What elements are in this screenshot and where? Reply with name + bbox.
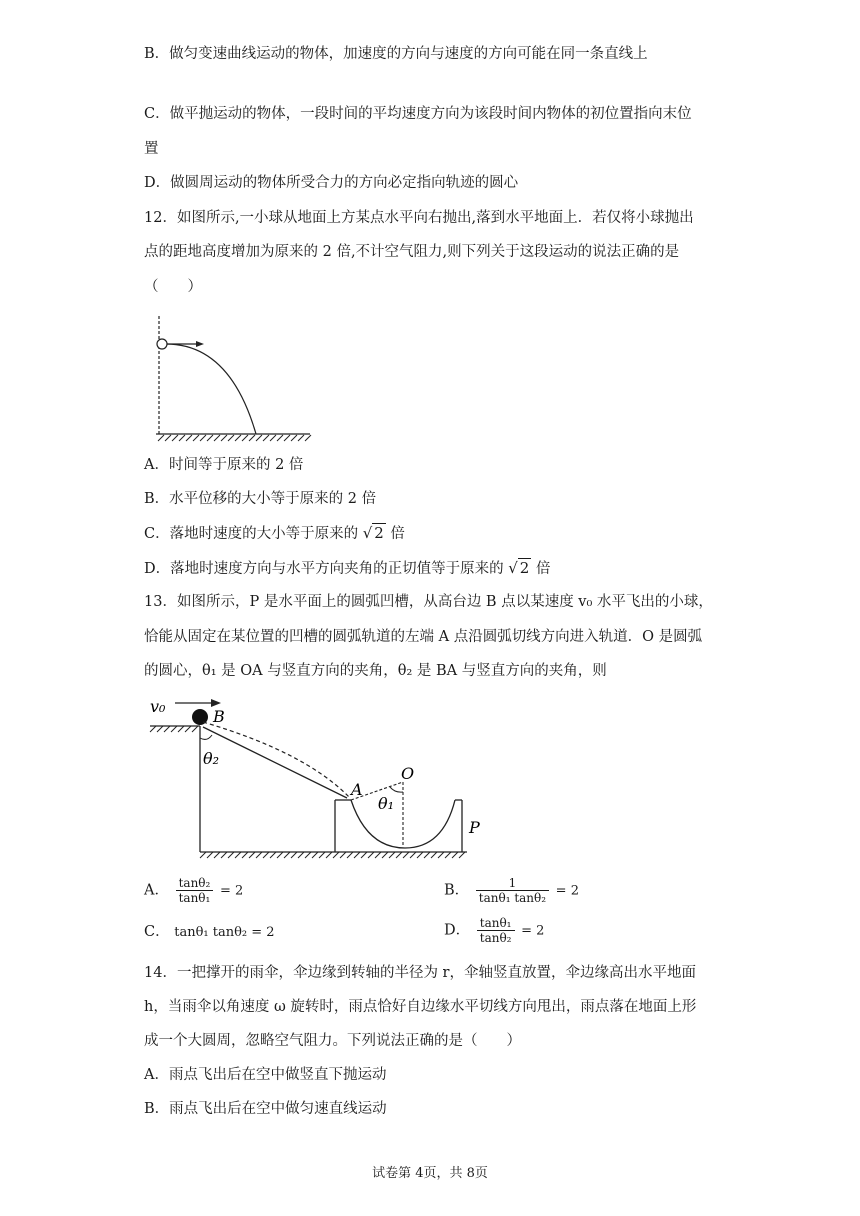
q13-option-b: B． $\frac{1}{\text{tanθ₁ tanθ₂}}$ = 2 [444, 876, 579, 905]
q13-stem-line3: 的圆心，θ₁ 是 OA 与竖直方向的夹角，θ₂ 是 BA 与竖直方向的夹角，则 [144, 663, 607, 679]
sqrt-two: √ 2 [362, 524, 384, 542]
q11-option-d: D．做圆周运动的物体所受合力的方向必定指向轨迹的圆心 [144, 175, 519, 191]
theta2-label: θ₂ [203, 749, 220, 768]
point-a-label: A [351, 780, 363, 799]
page-footer: 试卷第 4页，共 8页 [372, 1166, 488, 1181]
q14-stem-line1: 14．一把撑开的雨伞，伞边缘到转轴的半径为 r，伞轴竖直放置，伞边缘高出水平地面 [144, 965, 696, 981]
q11-option-b: B．做匀变速曲线运动的物体，加速度的方向与速度的方向可能在同一条直线上 [144, 46, 648, 62]
q13-option-a: A． $\frac{\text{tanθ₂}}{\text{tanθ₁}}$ = 2 [144, 876, 244, 905]
q13-option-c: C． tanθ₁ tanθ₂ = 2 [144, 924, 275, 940]
q14-option-a: A．雨点飞出后在空中做竖直下抛运动 [144, 1067, 387, 1083]
q11-option-c-line1: C．做平抛运动的物体，一段时间的平均速度方向为该段时间内物体的初位置指向末位 [144, 106, 692, 122]
groove-p-label: P [469, 818, 480, 837]
q14-stem-line3: 成一个大圆周，忽略空气阻力。下列说法正确的是（ ） [144, 1033, 521, 1049]
q12-option-a: A．时间等于原来的 2 倍 [144, 457, 304, 473]
q13-option-d: D． $\frac{\text{tanθ₁}}{\text{tanθ₂}}$ = 2 [444, 916, 545, 945]
q14-stem-line2: h，当雨伞以角速度 ω 旋转时，雨点恰好自边缘水平切线方向甩出，雨点落在地面上形 [144, 999, 697, 1015]
q12-projectile-figure [150, 310, 320, 445]
q12-answer-blank: （ ） [144, 279, 202, 295]
point-o-label: O [401, 764, 415, 783]
q12-option-d: D．落地时速度方向与水平方向夹角的正切值等于原来的 √ 2 倍 [144, 559, 551, 577]
q12-option-c: C．落地时速度的大小等于原来的 √ 2 倍 [144, 524, 405, 542]
q12-stem-line2: 点的距地高度增加为原来的 2 倍,不计空气阻力,则下列关于这段运动的说法正确的是 [144, 244, 680, 260]
ball-icon [157, 339, 167, 349]
q12-option-b: B．水平位移的大小等于原来的 2 倍 [144, 491, 377, 507]
v0-label: v₀ [150, 697, 166, 716]
q11-option-c-line2: 置 [144, 141, 159, 157]
q13-groove-figure [145, 692, 490, 860]
q12-stem-line1: 12．如图所示,一小球从地面上方某点水平向右抛出,落到水平地面上．若仅将小球抛出 [144, 210, 694, 226]
sqrt-two: √ 2 [508, 559, 530, 577]
theta1-label: θ₁ [378, 794, 395, 813]
q13-stem-line1: 13．如图所示，P 是水平面上的圆弧凹槽，从高台边 B 点以某速度 v₀ 水平飞出的小球， [144, 594, 713, 610]
q14-option-b: B．雨点飞出后在空中做匀速直线运动 [144, 1101, 387, 1117]
q13-stem-line2: 恰能从固定在某位置的凹槽的圆弧轨道的左端 A 点沿圆弧切线方向进入轨道．O 是圆弧 [144, 629, 703, 645]
point-b-label: B [213, 707, 225, 726]
